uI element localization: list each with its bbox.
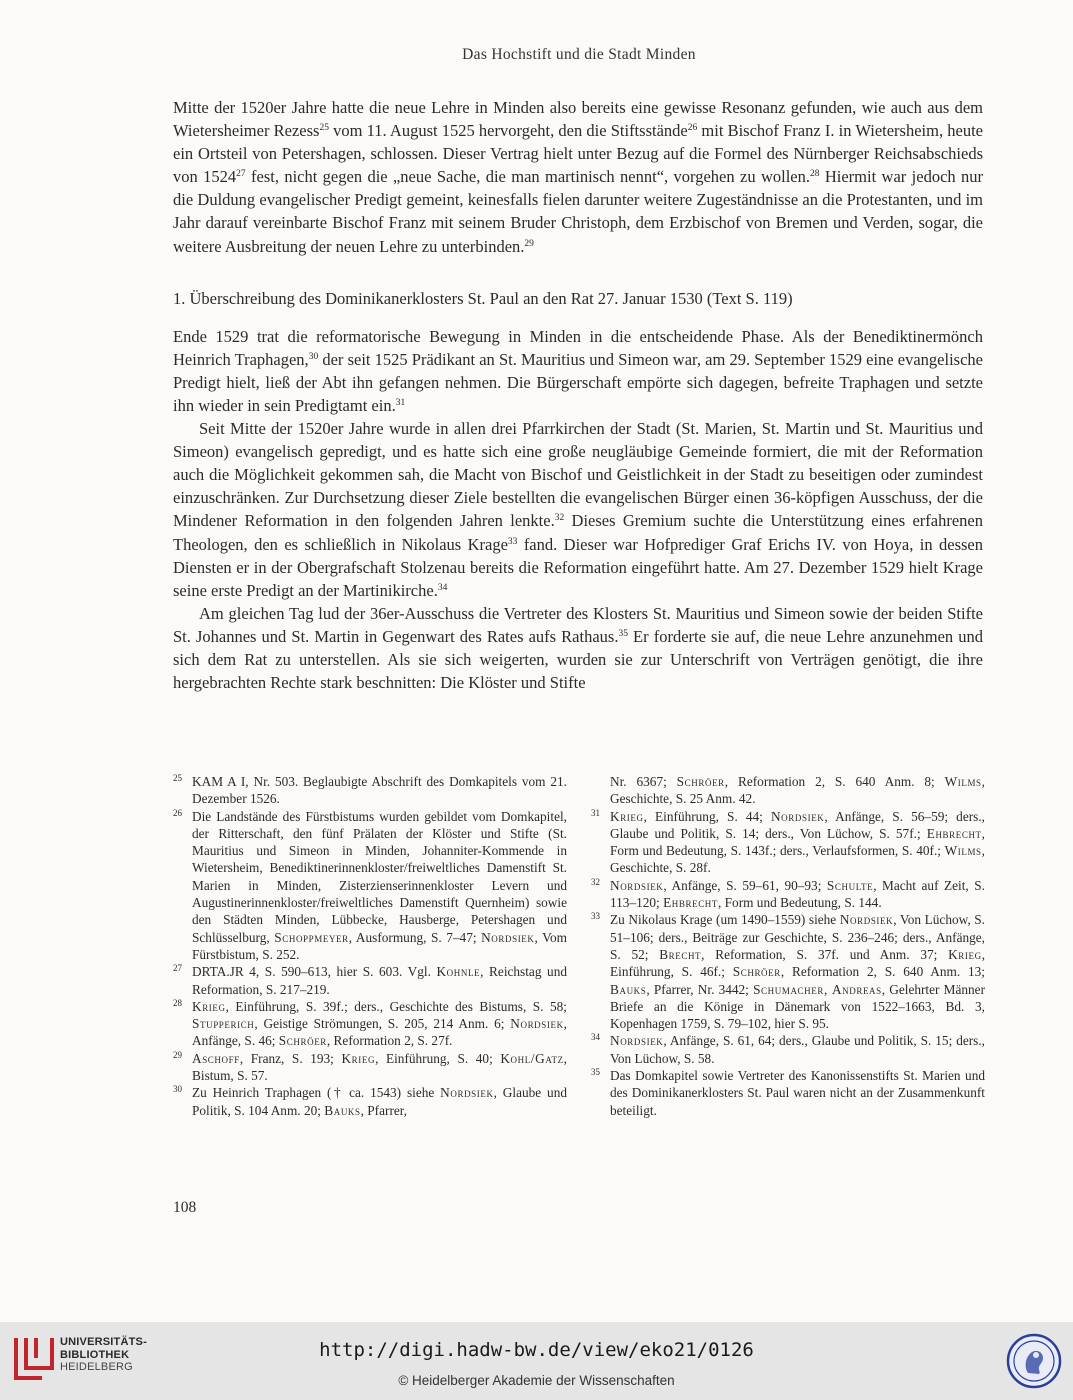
intro-paragraph: Mitte der 1520er Jahre hatte die neue Lehre in Minden also bereits eine gewisse Resonanz gefunden, wie auch aus dem Wietersheimer Rezess$^{25}$ vom 11. August 1525 hervorgeht, den die Stiftsstände$^{26}$ mit Bischof Franz I. in Wietersheim, heute ein Ortsteil von Petershagen, schlossen. Dieser Vertrag hielt unter Bezug auf die Formel des Nürnberger Reichsabschieds von 1524$^{27}$ fest, nicht gegen die „neue Sache, die man martinisch nennt“, vorgehen zu wollen.$^{28}$ Hiermit war jedoch nur die Duldung evangelischer Predigt gemeint, keinesfalls fielen darunter weitere Zugeständnisse an die Protestanten, und im Jahr darauf vereinbarte Bischof Franz mit seinem Bruder Christoph, dem Erzbischof von Bremen und Verden, sogar, die weitere Ausbreitung der neuen Lehre zu unterbinden.$^{29}$ — [173, 98, 984, 256]
footnote-ref[interactable]: 34 — [437, 582, 448, 593]
footnote-25: 25 KAM A I, Nr. 503. Beglaubigte Abschrift des Domkapitels vom 21. Dezember 1526. — [173, 773, 567, 807]
paragraph: Am gleichen Tag lud der 36er-Ausschuss die Vertreter des Klosters St. Mauritius und Simeon sowie der beiden Stifte St. Johannes und St. Martin in Gegenwart des Rates aufs Rathaus.$^{35}$ Er forderte sie auf, die neue Lehre anzunehmen und sich dem Rat zu unterstellen. Als sie sich weigerten, wurden sie zur Unterschrift von Verträgen genötigt, die ihre hergebrachten Rechte stark beschnitten: Die Klöster und Stifte — [173, 603, 983, 693]
hadw-seal-icon[interactable] — [1006, 1333, 1062, 1389]
section-heading: 1. Überschreibung des Dominikanerklosters St. Paul an den Rat 27. Januar 1530 (Text S. 119) — [173, 288, 793, 308]
footnote-ref[interactable]: 26 — [687, 123, 698, 134]
library-name: UNIVERSITÄTS- BIBLIOTHEK HEIDELBERG — [60, 1336, 147, 1373]
footnote-31: 31 Krieg, Einführung, S. 44; Nordsiek, Anfänge, S. 56–59; ders., Glaube und Politik, S. 14; ders., Von Lüchow, S. 57f.; Ehbrecht, Form und Bedeutung, S. 143f.; ders., Verlaufsformen, S. 40f.; Wilms, Geschichte, S. 28f. — [591, 807, 985, 876]
footnotes-left-column — [173, 773, 567, 1119]
footnote-ref[interactable]: 35 — [618, 628, 628, 639]
footnote-ref[interactable]: 25 — [319, 123, 329, 134]
footnote-30-continued: Nr. 6367; Schröer, Reformation 2, S. 640 Anm. 8; Wilms, Geschichte, S. 25 Anm. 42. — [610, 774, 985, 807]
footnote-30: 30 Zu Heinrich Traphagen († ca. 1543) siehe Nordsiek, Glaube und Politik, S. 104 Anm. 20; Bauks, Pfarrer, — [173, 1084, 567, 1118]
footnote-28: 28 Krieg, Einführung, S. 39f.; ders., Geschichte des Bistums, S. 58; Stupperich, Geistige Strömungen, S. 205, 214 Anm. 6; Nordsiek, Anfänge, S. 46; Schröer, Reformation 2, S. 27f. — [173, 997, 567, 1049]
running-head: Das Hochstift und die Stadt Minden — [462, 46, 696, 63]
footnotes-right-column — [591, 773, 985, 1119]
viewer-footer — [0, 1322, 1073, 1400]
footnote-34: 34 Nordsiek, Anfänge, S. 61, 64; ders., Glaube und Politik, S. 15; ders., Von Lüchow, S. 58. — [591, 1032, 985, 1066]
paragraph: Seit Mitte der 1520er Jahre wurde in allen drei Pfarrkirchen der Stadt (St. Marien, St. Martin und St. Mauritius und Simeon) evangelisch gepredigt, und es hatte sich eine große neugläubige Gemeinde formiert, die mit der Reformation auch die Möglichkeit gekommen sah, die Macht von Bischof und Geistlichkeit in der Stadt zu beseitigen oder zumindest einzuschränken. Zur Durchsetzung dieser Ziele bestellten die evangelischen Bürger einen 36-köpfigen Ausschuss, der die Mindener Reformation in den folgenden Jahren lenkte.$^{32}$ Dieses Gremium suchte die Unterstützung eines erfahrenen Theologen, den es schließlich in Nikolaus Krage$^{33}$ fand. Dieser war Hofprediger Graf Erichs IV. von Hoya, in dessen Diensten er in der Obergrafschaft Stolzenau bereits die Reformation eingeführt hatte. Am 27. Dezember 1529 hielt Krage seine erste Predigt an der Martinikirche.$^{34}$ — [173, 419, 983, 600]
footnote-33: 33 Zu Nikolaus Krage (um 1490–1559) siehe Nordsiek, Von Lüchow, S. 51–106; ders., Beiträge zur Geschichte, S. 236–246; ders., Anfänge, S. 52; Brecht, Reformation, S. 37f. und Anm. 37; Krieg, Einführung, S. 46f.; Schröer, Reformation 2, S. 640 Anm. 13; Bauks, Pfarrer, Nr. 3442; Schumacher, Andreas, Gelehrter Männer Briefe an die Könige in Dänemark von 1522–1663, Bd. 3, Kopenhagen 1759, S. 79–102, hier S. 95. — [591, 911, 986, 1032]
footnote-35: 35 Das Domkapitel sowie Vertreter des Kanonissenstifts St. Marien und des Dominikanerklosters St. Paul waren nicht an der Zusammenkunft beteiligt. — [591, 1067, 985, 1118]
paragraph: Ende 1529 trat die reformatorische Bewegung in Minden in die entscheidende Phase. Als der Benediktinermönch Heinrich Traphagen,$^{30}$ der seit 1525 Prädikant an St. Mauritius und Simeon war, am 29. September 1529 eine evangelische Predigt hielt, ließ der Abt ihn gefangen nehmen. Die Bürgerschaft empörte sich dagegen, befreite Traphagen und setzte ihn wieder in sein Predigtamt ein.$^{31}$ — [173, 326, 983, 415]
footnote-26: 26 Die Landstände des Fürstbistums wurden gebildet vom Domkapitel, der Ritterschaft, den fünf Prälaten der Klöster und Stifte (St. Mauritius und Simeon in Minden, Johanniter-Kommende in Wietersheim, Benediktinerinnenkloster/freiweltliches Damenstift St. Marien in Minden, Zisterzienserinnenkloster Levern und Augustinerinnenkloster/freiweltliches Damenstift Quernheim) sowie den Städten Minden, Lübbecke, Hausberge, Petershagen und Schlüsselburg, Schoppmeyer, Ausformung, S. 7–47; Nordsiek, Vom Fürstbistum, S. 252. — [173, 807, 568, 962]
footnote-ref[interactable]: 29 — [524, 238, 534, 249]
footnote-29: 29 Aschoff, Franz, S. 193; Krieg, Einführung, S. 40; Kohl/Gatz, Bistum, S. 57. — [173, 1049, 567, 1084]
footnote-27: 27 DRTA.JR 4, S. 590–613, hier S. 603. Vgl. Kohnle, Reichstag und Reformation, S. 217–219. — [173, 963, 567, 997]
footnote-ref[interactable]: 31 — [395, 397, 406, 408]
main-text — [173, 96, 983, 694]
footnote-ref[interactable]: 32 — [554, 513, 565, 524]
copyright-notice: © Heidelberger Akademie der Wissenschaften — [398, 1373, 675, 1388]
footnote-ref[interactable]: 27 — [236, 169, 246, 180]
footnote-32: 32 Nordsiek, Anfänge, S. 59–61, 90–93; Schulte, Macht auf Zeit, S. 113–120; Ehbrecht, Form und Bedeutung, S. 144. — [591, 876, 985, 911]
footnote-ref[interactable]: 33 — [507, 536, 518, 547]
footnote-ref[interactable]: 28 — [809, 169, 820, 180]
page-number: 108 — [173, 1199, 197, 1216]
footnote-ref[interactable]: 30 — [308, 351, 319, 362]
permalink-url[interactable]: http://digi.hadw-bw.de/view/eko21/0126 — [319, 1339, 754, 1361]
